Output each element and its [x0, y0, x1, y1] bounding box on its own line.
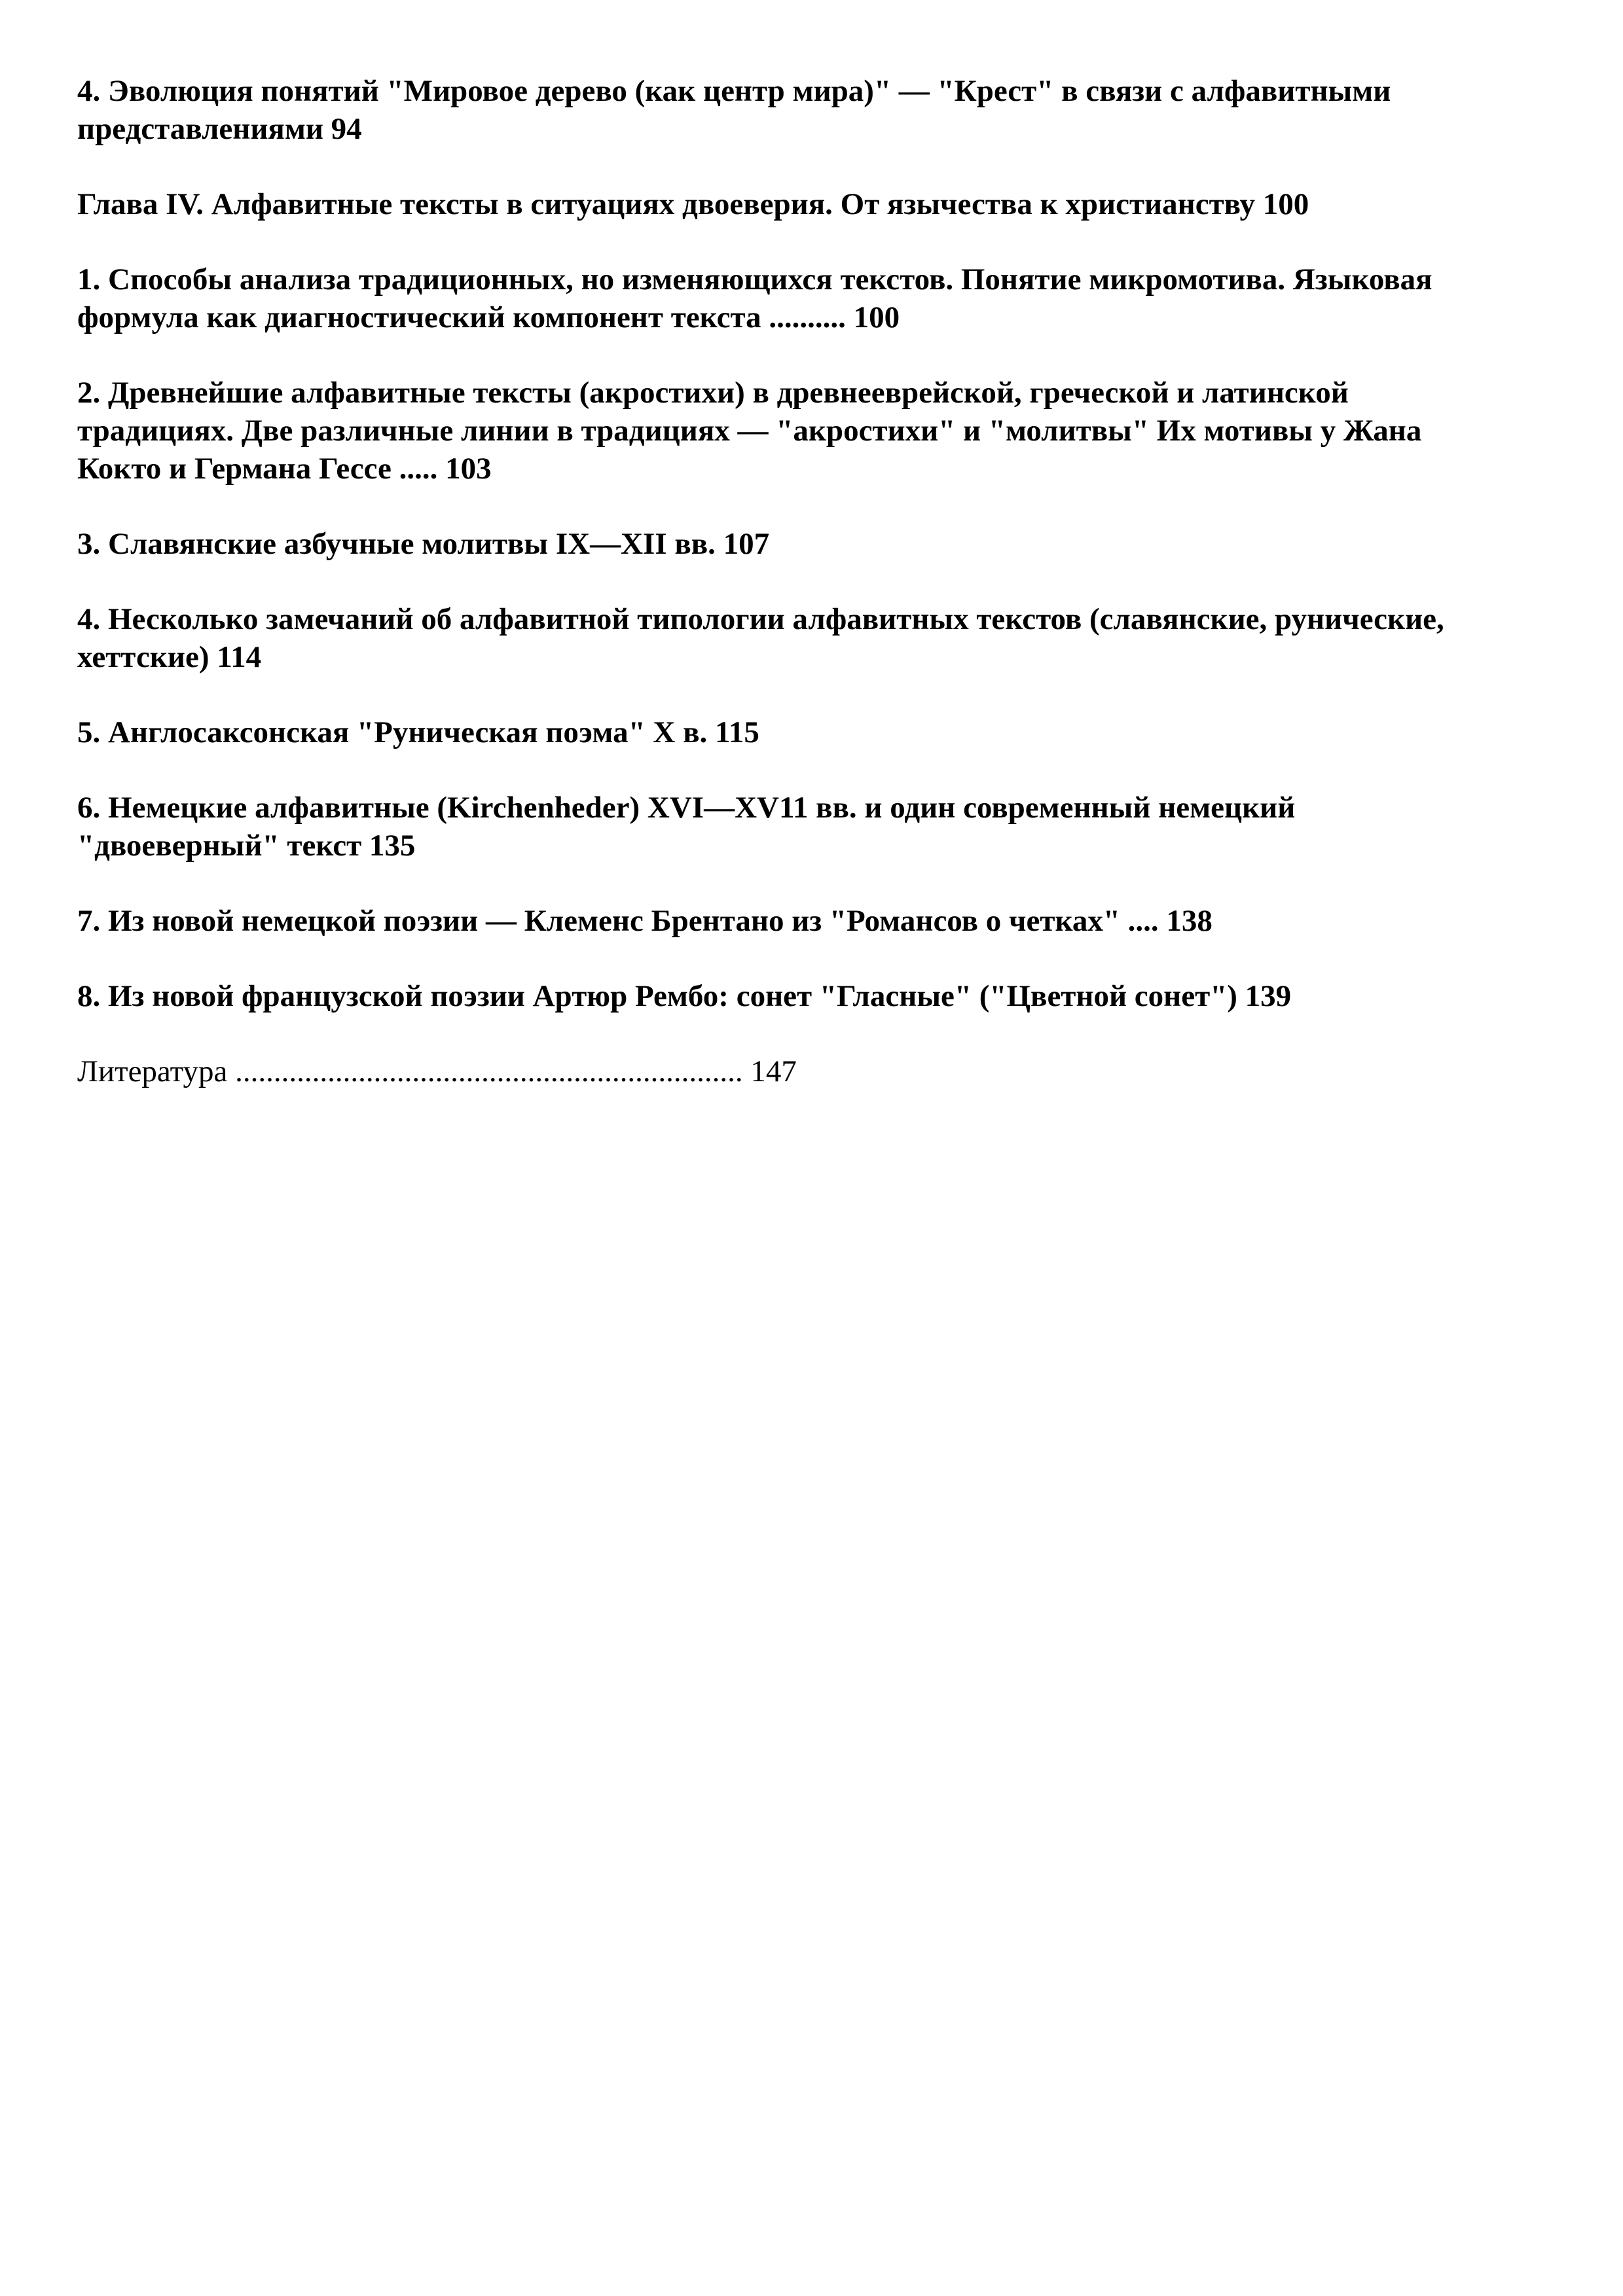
toc-line: 3. Славянские азбучные молитвы IX—XII вв. 107 — [77, 527, 770, 561]
toc-line: 4. Эволюция понятий "Мировое дерево (как центр мира)" — "Крест" в связи с алфавитными — [77, 74, 1391, 108]
toc-line: 7. Из новой немецкой поэзии — Клеменс Брентано из "Романсов о четках" .... 138 — [77, 904, 1213, 938]
toc-line: 8. Из новой французской поэзии Артюр Рембо: сонет "Гласные" ("Цветной сонет") 139 — [77, 979, 1292, 1013]
toc-line: 1. Способы анализа традиционных, но изменяющихся текстов. Понятие микромотива. Языковая — [77, 262, 1432, 296]
toc-entry-literature — [77, 1052, 1570, 1090]
toc-entry-typology-remarks — [77, 600, 1570, 676]
toc-line: "двоеверный" текст 135 — [77, 829, 416, 863]
toc-entry-chapter-iv — [77, 185, 1570, 223]
toc-entry-ancient-acrostics — [77, 374, 1570, 488]
toc-line: представлениями 94 — [77, 112, 362, 146]
toc-line: хеттские) 114 — [77, 640, 262, 674]
toc-line: традициях. Две различные линии в традициях — "акростихи" и "молитвы" Их мотивы у Жана — [77, 414, 1422, 448]
toc-entry-analysis-methods — [77, 260, 1570, 336]
toc-entry-runic-poem — [77, 713, 1570, 751]
toc-line: Кокто и Германа Гессе ..... 103 — [77, 452, 492, 486]
toc-line: 4. Несколько замечаний об алфавитной типологии алфавитных текстов (славянские, рунические, — [77, 602, 1444, 636]
toc-line: Глава IV. Алфавитные тексты в ситуациях двоеверия. От язычества к христианству 100 — [77, 187, 1309, 221]
toc-line: 2. Древнейшие алфавитные тексты (акростихи) в древнееврейской, греческой и латинской — [77, 376, 1349, 410]
toc-entry-french-poetry — [77, 977, 1570, 1015]
toc-line: формула как диагностический компонент текста .......... 100 — [77, 300, 900, 334]
toc-line: 6. Немецкие алфавитные (Kirchenheder) XVI—XV11 вв. и один современный немецкий — [77, 791, 1296, 825]
toc-entry-german-poetry — [77, 902, 1570, 940]
toc-line: 5. Англосаксонская "Руническая поэма" X в. 115 — [77, 715, 759, 749]
table-of-contents — [77, 72, 1570, 1128]
toc-entry-slavic-prayers — [77, 525, 1570, 563]
toc-entry-evolution-world-tree — [77, 72, 1570, 148]
toc-line: Литература .................................................................. 147 — [77, 1054, 797, 1088]
toc-entry-german-alphabetic — [77, 789, 1570, 865]
